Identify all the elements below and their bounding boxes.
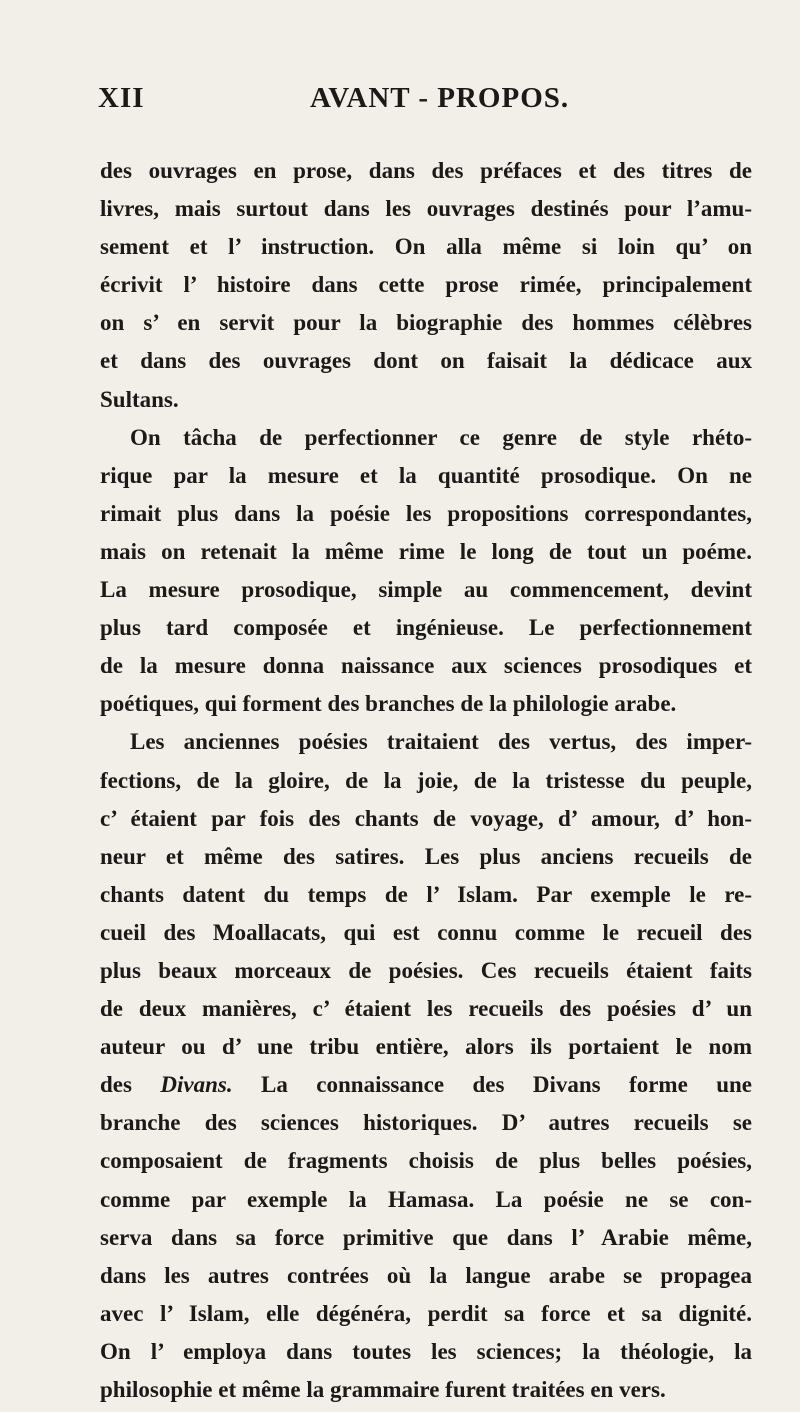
text-line: on s’ en servit pour la biographie des hommes célèbres <box>100 310 752 336</box>
text-line: de deux manières, c’ étaient les recueils des poésies d’ un <box>100 996 752 1022</box>
text-line: écrivit l’ histoire dans cette prose rimée, principalement <box>100 272 752 298</box>
text-line: rimait plus dans la poésie les propositions correspondantes, <box>100 500 752 526</box>
text-line: neur et même des satires. Les plus anciens recueils de <box>100 843 752 869</box>
body-text <box>100 152 752 1409</box>
text-line: rique par la mesure et la quantité prosodique. On ne <box>100 462 752 488</box>
text-line: poétiques, qui forment des branches de la philologie arabe. <box>100 691 677 717</box>
text-line: On tâcha de perfectionner ce genre de style rhéto- <box>130 424 752 450</box>
text-line: composaient de fragments choisis de plus belles poésies, <box>100 1148 752 1174</box>
text-line: plus beaux morceaux de poésies. Ces recueils étaient faits <box>100 957 752 983</box>
text-fragment: La connaissance des Divans forme une <box>232 1072 752 1098</box>
page-number: XII <box>98 82 145 114</box>
text-line: branche des sciences historiques. D’ autres recueils se <box>100 1110 752 1136</box>
text-line: avec l’ Islam, elle dégénéra, perdit sa force et sa dignité. <box>100 1300 752 1326</box>
text-line: Les anciennes poésies traitaient des vertus, des imper- <box>130 729 752 755</box>
text-line: fections, de la gloire, de la joie, de la tristesse du peuple, <box>100 767 752 793</box>
text-line: et dans des ouvrages dont on faisait la dédicace aux <box>100 348 752 374</box>
text-line: La mesure prosodique, simple au commencement, devint <box>100 577 752 603</box>
text-line: mais on retenait la même rime le long de tout un poéme. <box>100 538 752 564</box>
text-line: de la mesure donna naissance aux sciences prosodiques et <box>100 653 752 679</box>
text-line: cueil des Moallacats, qui est connu comme le recueil des <box>100 919 752 945</box>
running-title: AVANT - PROPOS. <box>310 82 570 114</box>
text-line: dans les autres contrées où la langue arabe se propagea <box>100 1262 752 1288</box>
text-line: livres, mais surtout dans les ouvrages destinés pour l’amu- <box>100 196 752 222</box>
text-line: c’ étaient par fois des chants de voyage, d’ amour, d’ hon- <box>100 805 752 831</box>
text-line: sement et l’ instruction. On alla même si loin qu’ on <box>100 234 752 260</box>
italic-term: Divans. <box>160 1072 233 1098</box>
text-line: plus tard composée et ingénieuse. Le perfectionnement <box>100 615 752 641</box>
running-head <box>0 82 800 122</box>
text-line: comme par exemple la Hamasa. La poésie ne se con- <box>100 1186 752 1212</box>
text-line: philosophie et même la grammaire furent traitées en vers. <box>100 1377 666 1402</box>
text-line-with-italic <box>100 1066 752 1104</box>
text-fragment: des <box>100 1072 161 1098</box>
text-line: On l’ employa dans toutes les sciences; la théologie, la <box>100 1338 752 1364</box>
text-line: chants datent du temps de l’ Islam. Par exemple le re- <box>100 881 752 907</box>
text-line: serva dans sa force primitive que dans l’ Arabie même, <box>100 1224 752 1250</box>
text-line: des ouvrages en prose, dans des préfaces et des titres de <box>100 158 752 183</box>
text-line: Sultans. <box>100 386 179 412</box>
text-line: auteur ou d’ une tribu entière, alors ils portaient le nom <box>100 1034 752 1060</box>
